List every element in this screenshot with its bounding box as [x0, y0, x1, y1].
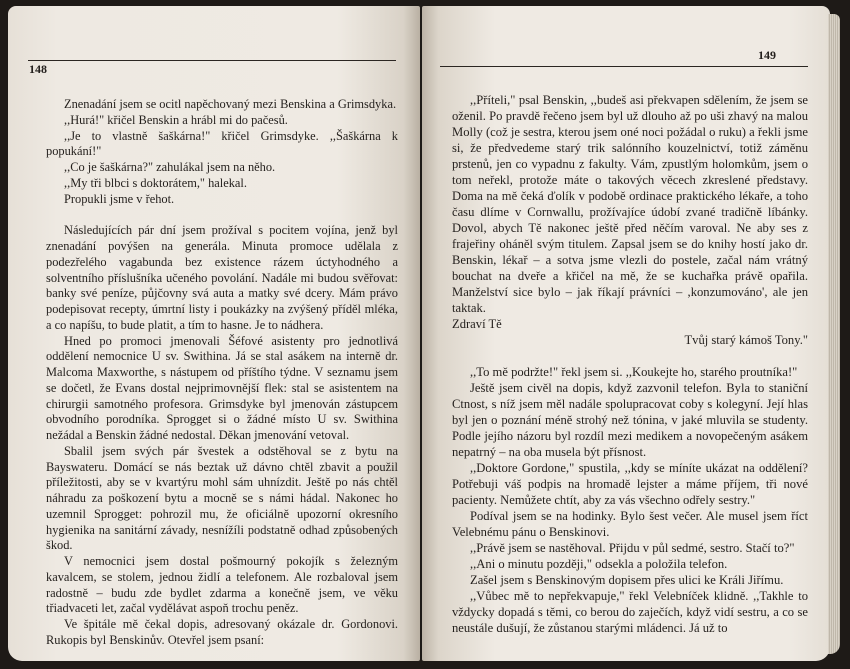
paragraph: ,,Příteli," psal Benskin, ,,budeš asi překvapen sdělením, že jsem se oženil. Po pravdě řečeno jsem byl už dlouho až po uši zhavý na malou Molly (což je sestra, kterou jsem oné noci požádal o ruku) a řekli jsme si, že předvedeme starý trik salónního kouzelnictví, totiž záměnu prstenů, jen co vypadnu z fakulty. Vám, zpustlým holomkům, jsem o tom neřekl, protože máte o takových věcech zkreslené představy. Doma na mě čeká ďolík v podobě ordinace praktického lékaře, a toho času dlíme v Cornwallu, prožívajíce údobí zvané tradičně líbánky. Dovol, abych Tě nakonec ještě před něčím varoval. Ne aby ses z frajeřiny oháněl svým titulem. Zapsal jsem se do knihy hostí jako dr. Benskin, lékař – a sotva jsme vlezli do postele, začal nám vrátný bouchat na dveře a křičel na mě, že se kuchařka právě opařila. Manželství sice bylo – jak říkají právníci – ,konzumováno', ale jen taktak.: [452, 93, 808, 315]
paragraph: ,,Právě jsem se nastěhoval. Přijdu v půl sedmé, sestro. Stačí to?": [470, 541, 795, 555]
paragraph: Tvůj starý kámoš Tony.": [684, 333, 808, 347]
paragraph: Zašel jsem s Benskinovým dopisem přes ulici ke Králi Jiřímu.: [470, 573, 784, 587]
paragraph: Hned po promoci jmenovali Šéfové asistenty pro jednotlivá oddělení nemocnice U sv. Swithina. Já se stal asákem na interně dr. Malcoma Maxworthe, s nástupem od příštího týdne. V seznamu jsem se dočetl, že Evans dostal nejprimovnější flek: stal se asistentem na chirurgii samotného profesora. Grimsdyke byl jmenován zástupcem obvodního porodníka. Sprogget si o žádné místo U sv. Swithina nežádal a Benskin žádné nedostal. Děkan jmenování vetoval.: [46, 333, 398, 442]
left-body-text: [46, 97, 398, 649]
paragraph: Zdraví Tě: [452, 317, 502, 331]
paragraph: ,,Ani o minutu později," odsekla a položila telefon.: [470, 557, 728, 571]
paragraph: Ve špitále mě čekal dopis, adresovaný okázale dr. Gordonovi. Rukopis byl Benskinův. Otevřel jsem psaní:: [46, 617, 398, 647]
page-number: 148: [29, 62, 47, 76]
paragraph: Ještě jsem civěl na dopis, když zazvonil telefon. Byla to staniční Ctnost, s níž jsem měl nadále spolupracovat coby s kolegyní. Její hlas byl jen o poznání méně strohý než tónina, v jaké mluvila se studenty. Podle jejího názoru byl rozdíl mezi medikem a novopečeným asákem nepatrný – na oba musela být přísnost.: [452, 381, 808, 459]
left-page: [8, 6, 420, 661]
paragraph: Propukli jsme v řehot.: [64, 191, 175, 206]
paragraph: ,,Co je šaškárna?" zahulákal jsem na něho.: [64, 160, 276, 174]
paragraph: ,,Doktore Gordone," spustila, ,,kdy se míníte ukázat na oddělení? Potřebuji váš podpis na hromadě lejster a máme příjem, tři nové pacienty. Nemůžete chtít, aby za vás všechno odřely sestry.": [452, 461, 808, 507]
paragraph: ,,Hurá!" křičel Benskin a hrábl mi do pačesů.: [64, 112, 288, 127]
paragraph: Podíval jsem se na hodinky. Bylo šest večer. Ale musel jsem říct Velebnému pánu o Benskinovi.: [452, 509, 808, 539]
header-rule: [440, 66, 808, 67]
paragraph: V nemocnici jsem dostal pošmourný pokojík s železným kavalcem, se stolem, jednou židlí a telefonem. Ale rozbaloval jsem radostně – budu zde bydlet zdarma a konečně jsem, ve věku třiadvaceti let, začal vydělávat aspoň trochu peněz.: [46, 554, 398, 616]
header-rule: [28, 60, 396, 61]
page-edges: [828, 14, 840, 654]
paragraph: Následujících pár dní jsem prožíval s pocitem vojína, jenž byl znenadání povýšen na generála. Minuta promoce udělala z podezřelého vagabunda bez existence rázem úctyhodného a solventního příslušníka učeného povolání. Nadále mi budou svěřovat: banky své peníze, půjčovny svá auta a matky své dcery. Mám právo podepisovat recepty, úmrtní listy i poukázky na zvýšený příděl mléka, a co napíšu, to bude platit, a tím to hasne. Je to nádhera.: [46, 223, 398, 332]
right-body-text: [452, 92, 808, 636]
right-page: [422, 6, 830, 661]
paragraph: ,,Je to vlastně šaškárna!" křičel Grimsdyke. ,,Šaškárna k popukání!": [46, 128, 398, 159]
paragraph: ,,My tři blbci s doktorátem," halekal.: [64, 175, 247, 190]
paragraph: ,,To mě podržte!" řekl jsem si. ,,Koukejte ho, starého proutníka!": [470, 365, 798, 379]
paragraph: ,,Vůbec mě to nepřekvapuje," řekl Velebníček klidně. ,,Takhle to vždycky dopadá s těmi, co berou do zaječích, když vidí sestru, a co se neustále dušují, že zůstanou starými mládenci. Já už to: [452, 589, 808, 635]
page-number: 149: [758, 48, 776, 62]
paragraph: Sbalil jsem svých pár švestek a odstěhoval se z bytu na Bayswateru. Domácí se nás beztak už dávno chtěl zbavit a použil příležitosti, aby se v kvartýru mohl sám uhnízdit. Ještě po nás chtěl náhradu za poškození bytu a mocně se s námi hádal. Nakonec ho uzemnil Sprogget: pohrozil mu, že oficiálně upozorní okresního hygienika na sanitární závady, nesnížíli podstatně odhad způsobených škod.: [46, 443, 398, 553]
paragraph: Znenadání jsem se ocitl napěchovaný mezi Benskina a Grimsdyka.: [64, 97, 397, 111]
